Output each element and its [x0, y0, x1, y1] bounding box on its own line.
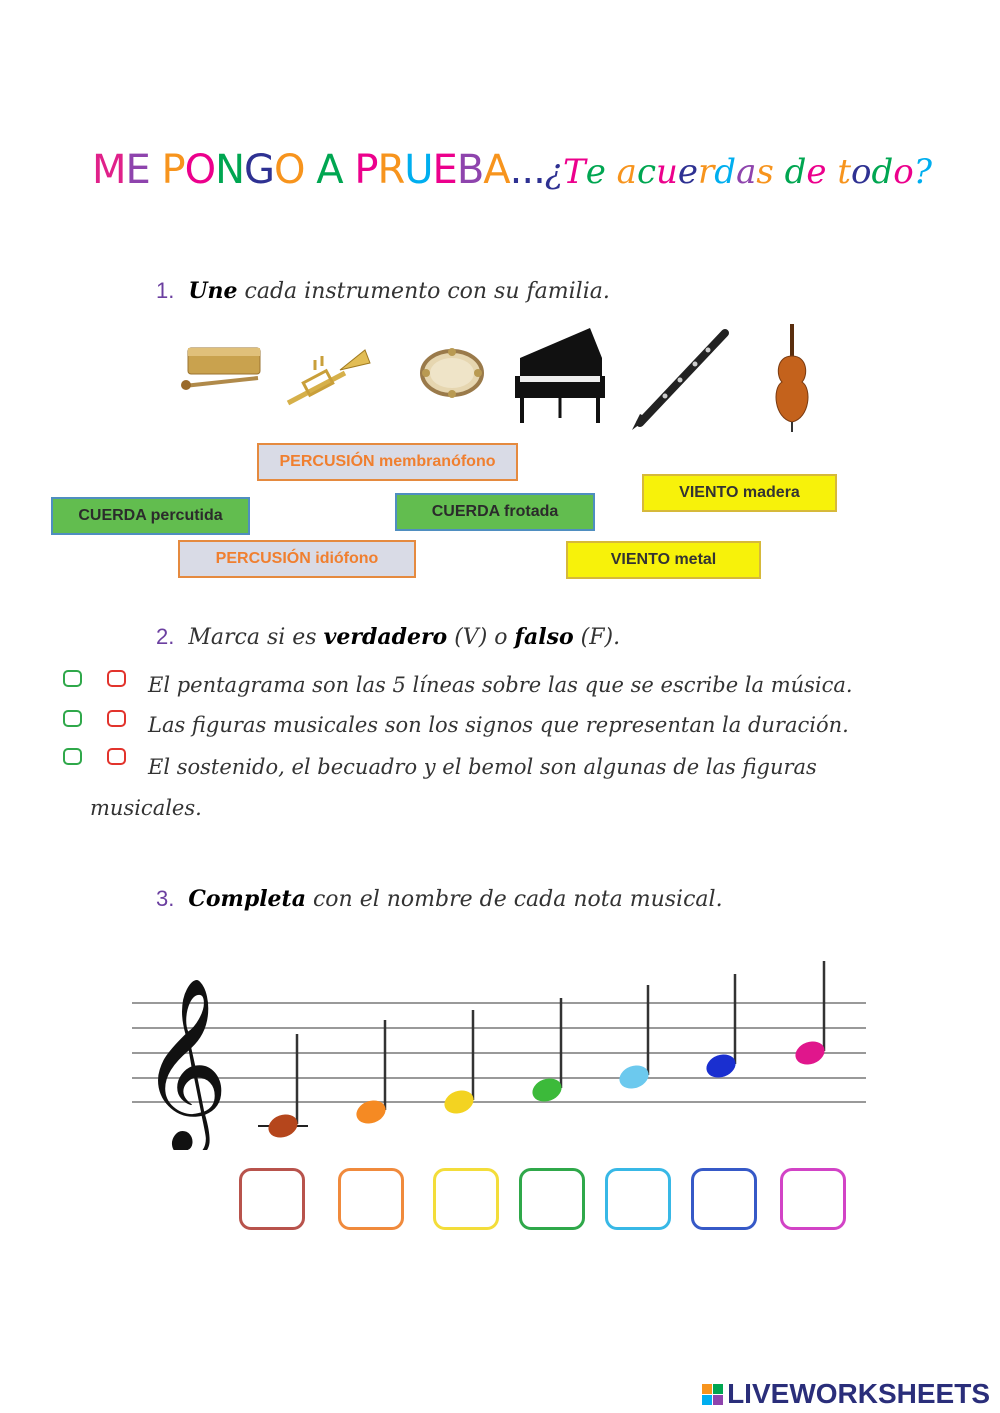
answer-box-3[interactable] [433, 1168, 499, 1230]
label-viento-metal[interactable]: VIENTO metal [566, 541, 761, 579]
logo-icon [702, 1384, 723, 1405]
question-number: 1. [156, 278, 175, 303]
note-head [441, 1087, 477, 1118]
treble-clef-icon: 𝄞 [140, 977, 229, 1150]
page-title [92, 140, 932, 202]
label-cuerda-percutida[interactable]: CUERDA percutida [51, 497, 250, 535]
logo-text: LIVEWORKSHEETS [727, 1378, 990, 1409]
answer-box-6[interactable] [691, 1168, 757, 1230]
question-3 [156, 886, 723, 912]
true-checkbox-3[interactable] [63, 748, 82, 765]
title-part1-letter: P [354, 147, 378, 193]
title-part1-letter: N [215, 147, 245, 193]
title-part2-letter: d [871, 152, 894, 192]
answer-box-1[interactable] [239, 1168, 305, 1230]
note-1 [265, 1034, 301, 1141]
liveworksheets-logo [702, 1378, 990, 1410]
title-part1-letter: A [483, 147, 510, 193]
title-part1-letter: ... [509, 147, 545, 193]
label-percusion-membranofono[interactable]: PERCUSIÓN membranófono [257, 443, 518, 481]
title-part1-letter: B [456, 147, 484, 193]
title-part1-letter [343, 140, 355, 200]
title-part2-letter: c [636, 152, 656, 192]
title-part2-letter: t [837, 152, 851, 192]
music-staff [0, 950, 1000, 1150]
title-part2-letter: e [677, 152, 699, 192]
title-part2-letter: d [714, 152, 737, 192]
answer-box-4[interactable] [519, 1168, 585, 1230]
title-part1-letter: O [274, 147, 305, 193]
question-text: con el nombre de cada nota musical. [305, 887, 723, 912]
title-part2-letter: T [563, 152, 586, 192]
title-part2-letter: e [585, 152, 606, 192]
answer-box-7[interactable] [780, 1168, 846, 1230]
note-4 [529, 998, 565, 1105]
label-percusion-idiofono[interactable]: PERCUSIÓN idiófono [178, 540, 416, 578]
logo-tile [713, 1384, 723, 1394]
answer-box-5[interactable] [605, 1168, 671, 1230]
statement-3-continued: musicales. [90, 796, 202, 820]
note-2 [353, 1020, 389, 1127]
note-head [703, 1051, 739, 1082]
title-part1-letter: E [432, 147, 457, 193]
note-head [529, 1075, 565, 1106]
true-checkbox-1[interactable] [63, 670, 82, 687]
label-viento-madera[interactable]: VIENTO madera [642, 474, 837, 512]
question-1 [156, 278, 610, 304]
staff-lines [132, 1003, 866, 1102]
note-head [265, 1111, 301, 1142]
title-part2-letter [827, 142, 838, 202]
keyword-verdadero: verdadero [323, 624, 448, 650]
question-text: cada instrumento con su familia. [237, 279, 610, 304]
title-part1-letter [305, 140, 317, 200]
title-part1-letter: E [125, 147, 150, 193]
keyword-falso: falso [514, 624, 574, 650]
title-part2-letter: ¿ [544, 152, 564, 192]
title-part1-letter: M [92, 147, 126, 193]
title-part-1 [92, 140, 545, 200]
false-checkbox-3[interactable] [107, 748, 126, 765]
question-text: (V) o [447, 625, 515, 650]
question-text: Marca si es [188, 625, 324, 650]
title-part1-letter: A [316, 147, 343, 193]
title-part2-letter [606, 142, 617, 202]
logo-tile [702, 1395, 712, 1405]
cello-icon [776, 324, 808, 432]
false-checkbox-2[interactable] [107, 710, 126, 727]
title-part2-letter: d [784, 152, 807, 192]
title-part1-letter: P [161, 147, 185, 193]
question-text: (F). [573, 625, 621, 650]
piano-icon [515, 328, 605, 423]
question-keyword: Completa [188, 886, 306, 912]
title-part2-letter: o [850, 152, 872, 192]
title-part2-letter: s [756, 152, 774, 192]
question-2 [156, 624, 620, 650]
title-part1-letter: U [404, 147, 433, 193]
note-head [792, 1038, 828, 1069]
answer-box-2[interactable] [338, 1168, 404, 1230]
title-part2-letter: r [698, 152, 715, 192]
label-cuerda-frotada[interactable]: CUERDA frotada [395, 493, 595, 531]
question-keyword: Une [188, 278, 238, 304]
title-part2-letter: ? [913, 152, 932, 192]
title-part-2 [545, 142, 932, 202]
title-part2-letter: u [656, 152, 678, 192]
notes-group [265, 961, 828, 1141]
title-part2-letter: a [736, 152, 757, 192]
clarinet-icon [632, 333, 725, 430]
title-part2-letter: e [806, 152, 827, 192]
note-7 [792, 961, 828, 1068]
title-part2-letter: a [616, 152, 637, 192]
instruments-row [170, 318, 850, 443]
wood-block-icon [181, 348, 260, 390]
statement-1: El pentagrama son las 5 líneas sobre las que se escribe la música. [148, 673, 853, 697]
title-part2-letter: o [893, 152, 914, 192]
title-part2-letter [774, 142, 785, 202]
true-checkbox-2[interactable] [63, 710, 82, 727]
note-head [616, 1062, 652, 1093]
tambourine-icon [422, 348, 482, 398]
statement-2: Las figuras musicales son los signos que representan la duración. [148, 713, 849, 737]
title-part1-letter: O [184, 147, 216, 193]
false-checkbox-1[interactable] [107, 670, 126, 687]
note-3 [441, 1010, 477, 1117]
logo-tile [713, 1395, 723, 1405]
title-part1-letter [150, 140, 162, 200]
statement-3: El sostenido, el becuadro y el bemol son algunas de las figuras [148, 755, 817, 779]
title-part1-letter: G [244, 147, 275, 193]
title-part1-letter: R [377, 147, 405, 193]
logo-tile [702, 1384, 712, 1394]
question-number: 2. [156, 624, 175, 649]
trumpet-icon [288, 350, 370, 403]
note-5 [616, 985, 652, 1092]
question-number: 3. [156, 886, 175, 911]
